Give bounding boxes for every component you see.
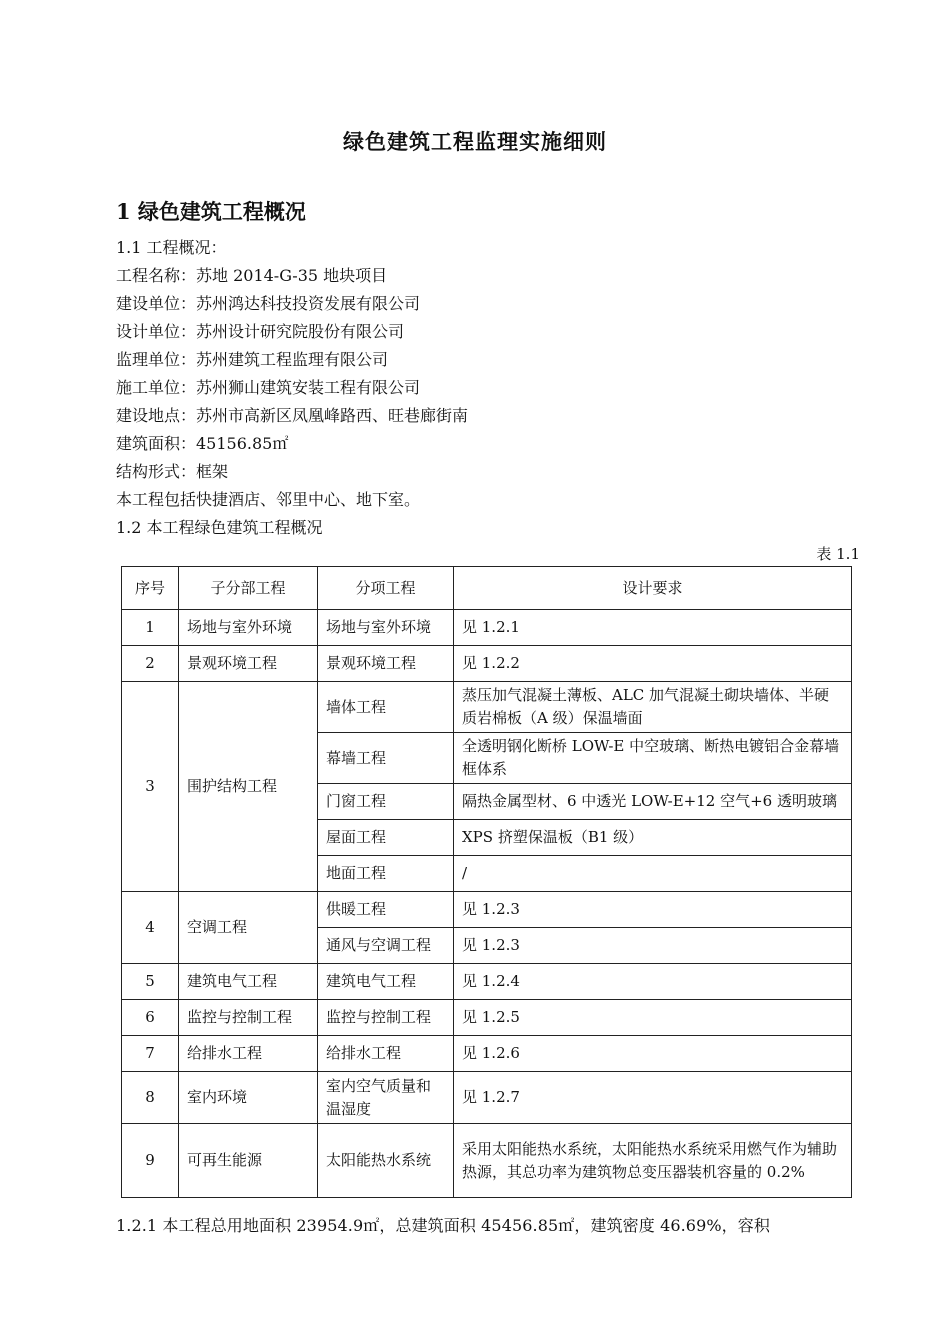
- table-row: [122, 682, 852, 733]
- cell-requirement: 见 1.2.6: [454, 1036, 852, 1072]
- cell-requirement: 见 1.2.4: [454, 964, 852, 1000]
- table-row: [122, 610, 852, 646]
- cell-item: 景观环境工程: [318, 646, 454, 682]
- cell-sub-division: 室内环境: [179, 1072, 318, 1124]
- table-header-row: [122, 567, 852, 610]
- cell-requirement: 见 1.2.7: [454, 1072, 852, 1124]
- overview-line: 建设单位：苏州鸿达科技投资发展有限公司: [116, 294, 421, 313]
- cell-requirement: 蒸压加气混凝土薄板、ALC 加气混凝土砌块墙体、半硬质岩棉板（A 级）保温墙面: [454, 682, 852, 733]
- document-title: 绿色建筑工程监理实施细则: [343, 129, 607, 154]
- cell-requirement: 见 1.2.3: [454, 928, 852, 964]
- cell-requirement: /: [454, 856, 852, 892]
- cell-item: 建筑电气工程: [318, 964, 454, 1000]
- cell-requirement: 隔热金属型材、6 中透光 LOW-E+12 空气+6 透明玻璃: [454, 784, 852, 820]
- cell-item: 场地与室外环境: [318, 610, 454, 646]
- cell-item: 供暖工程: [318, 892, 454, 928]
- overview-block: [116, 234, 468, 542]
- cell-requirement: 全透明钢化断桥 LOW-E 中空玻璃、断热电镀铝合金幕墙框体系: [454, 733, 852, 784]
- overview-line: 1.1 工程概况：: [116, 238, 227, 257]
- cell-item: 通风与空调工程: [318, 928, 454, 964]
- cell-requirement: 见 1.2.3: [454, 892, 852, 928]
- cell-sub-division: 场地与室外环境: [179, 610, 318, 646]
- green-building-table: [121, 566, 852, 1198]
- cell-requirement: 采用太阳能热水系统，太阳能热水系统采用燃气作为辅助热源，其总功率为建筑物总变压器装机容量的 0.2%: [454, 1124, 852, 1198]
- paragraph-1-2-1: 1.2.1 本工程总用地面积 23954.9㎡，总建筑面积 45456.85㎡，建筑密度 46.69%，容积: [116, 1216, 770, 1235]
- table-row: [122, 964, 852, 1000]
- cell-requirement: XPS 挤塑保温板（B1 级）: [454, 820, 852, 856]
- cell-item: 给排水工程: [318, 1036, 454, 1072]
- header-item: 分项工程: [318, 567, 454, 610]
- overview-line: 设计单位：苏州设计研究院股份有限公司: [116, 322, 405, 341]
- table-row: [122, 1072, 852, 1124]
- cell-sub-division: 空调工程: [179, 892, 318, 964]
- overview-line: 工程名称：苏地 2014-G-35 地块项目: [116, 266, 388, 285]
- cell-item: 地面工程: [318, 856, 454, 892]
- cell-item: 屋面工程: [318, 820, 454, 856]
- cell-sub-division: 建筑电气工程: [179, 964, 318, 1000]
- cell-sub-division: 监控与控制工程: [179, 1000, 318, 1036]
- overview-line: 结构形式：框架: [116, 462, 229, 481]
- cell-no: 5: [122, 964, 179, 1000]
- overview-line: 施工单位：苏州狮山建筑安装工程有限公司: [116, 378, 421, 397]
- header-no: 序号: [122, 567, 179, 610]
- cell-item: 室内空气质量和温湿度: [318, 1072, 454, 1124]
- overview-line: 监理单位：苏州建筑工程监理有限公司: [116, 350, 389, 369]
- cell-sub-division: 景观环境工程: [179, 646, 318, 682]
- section-heading: 1 绿色建筑工程概况: [116, 199, 306, 224]
- cell-sub-division: 可再生能源: [179, 1124, 318, 1198]
- cell-no: 3: [122, 682, 179, 892]
- table-row: [122, 1036, 852, 1072]
- cell-no: 7: [122, 1036, 179, 1072]
- cell-requirement: 见 1.2.2: [454, 646, 852, 682]
- header-design-requirement: 设计要求: [454, 567, 852, 610]
- table-row: [122, 1124, 852, 1198]
- cell-requirement: 见 1.2.1: [454, 610, 852, 646]
- overview-line: 本工程包括快捷酒店、邻里中心、地下室。: [116, 490, 421, 509]
- cell-sub-division: 围护结构工程: [179, 682, 318, 892]
- cell-item: 幕墙工程: [318, 733, 454, 784]
- cell-no: 1: [122, 610, 179, 646]
- cell-requirement: 见 1.2.5: [454, 1000, 852, 1036]
- overview-line: 1.2 本工程绿色建筑工程概况: [116, 518, 323, 537]
- cell-no: 6: [122, 1000, 179, 1036]
- overview-line: 建设地点：苏州市高新区凤凰峰路西、旺巷廊街南: [116, 406, 469, 425]
- cell-item: 太阳能热水系统: [318, 1124, 454, 1198]
- cell-item: 监控与控制工程: [318, 1000, 454, 1036]
- cell-no: 4: [122, 892, 179, 964]
- table-caption: 表 1.1: [816, 545, 860, 563]
- cell-no: 8: [122, 1072, 179, 1124]
- cell-item: 门窗工程: [318, 784, 454, 820]
- cell-item: 墙体工程: [318, 682, 454, 733]
- cell-no: 9: [122, 1124, 179, 1198]
- cell-sub-division: 给排水工程: [179, 1036, 318, 1072]
- table-row: [122, 1000, 852, 1036]
- table-row: [122, 892, 852, 928]
- cell-no: 2: [122, 646, 179, 682]
- overview-line: 建筑面积：45156.85㎡: [116, 434, 289, 453]
- table-row: [122, 646, 852, 682]
- header-sub-division: 子分部工程: [179, 567, 318, 610]
